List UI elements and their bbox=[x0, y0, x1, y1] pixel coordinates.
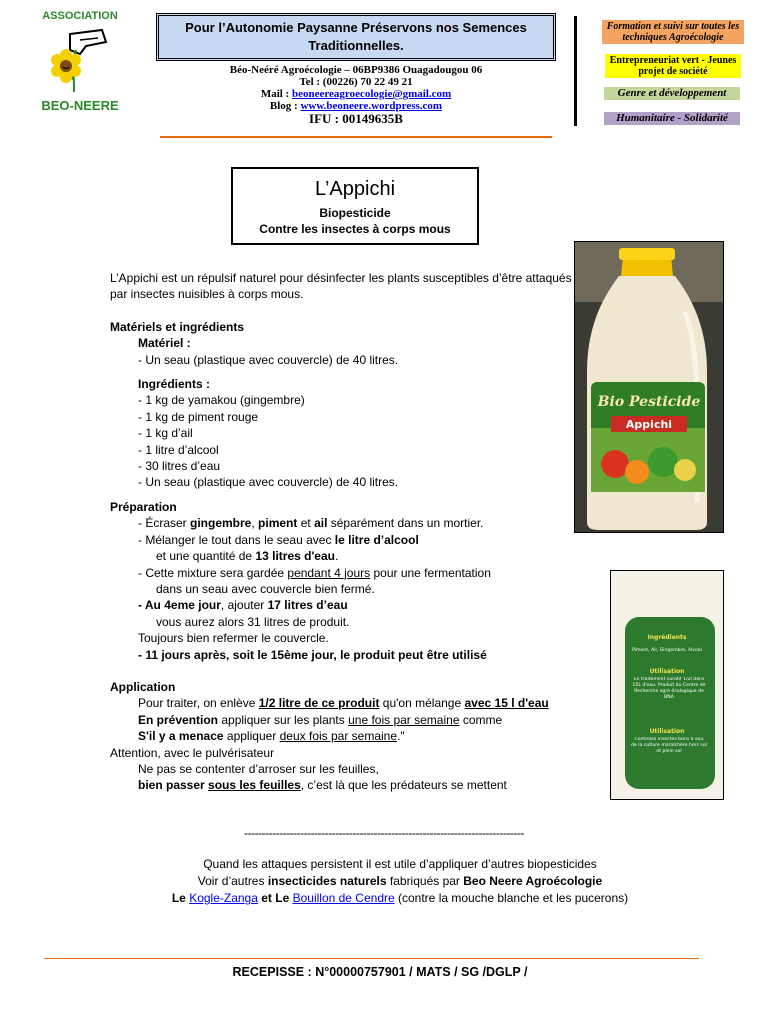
blog-link[interactable]: www.beoneere.wordpress.com bbox=[300, 100, 443, 112]
tag-humanitaire: Humanitaire - Solidarité bbox=[604, 112, 740, 125]
header-rule bbox=[160, 136, 552, 138]
address: Béo-Neéré Agroécologie – 06BP9386 Ouagadougou 06 bbox=[229, 64, 483, 76]
tag-formation: Formation et suivi sur toutes les techniques Agroécologie bbox=[602, 20, 744, 44]
label-brand: Bio Pesticide bbox=[597, 394, 701, 410]
materiel-heading: Matériel : bbox=[138, 336, 191, 351]
prep-step-3-cont: dans un seau avec couvercle bien fermé. bbox=[156, 581, 375, 596]
kogle-zanga-link[interactable]: Kogle-Zanga bbox=[189, 891, 258, 905]
bottle-illustration bbox=[575, 242, 723, 532]
prep-step-4-cont: vous aurez alors 31 litres de produit. bbox=[156, 614, 350, 629]
prep-step-2: - Mélanger le tout dans le seau avec le litre d’alcool bbox=[138, 532, 419, 547]
footer-rule bbox=[44, 958, 699, 959]
materiel-item: - Un seau (plastique avec couvercle) de 40 litres. bbox=[138, 352, 399, 367]
mail-line bbox=[156, 88, 556, 100]
back-label-illustration bbox=[611, 571, 723, 799]
tag-entrepreneuriat: Entrepreneuriat vert - Jeunes projet de société bbox=[605, 54, 741, 78]
mail-link[interactable]: beoneereagroecologie@gmail.com bbox=[291, 88, 452, 100]
ingredient-item: - 1 litre d’alcool bbox=[138, 442, 219, 457]
application-line-2: En prévention appliquer sur les plants une fois par semaine comme bbox=[138, 712, 503, 727]
vertical-divider bbox=[574, 16, 577, 126]
product-back-label-photo bbox=[610, 570, 724, 800]
back-label-text-1: Piment, Ail, Gingembre, Alcool bbox=[632, 648, 702, 653]
back-label-text-3: Contrôles insectes bons à eau de la culture maraîchère hors sol et plein sol bbox=[631, 737, 707, 754]
logo-top-text: ASSOCIATION bbox=[42, 10, 118, 22]
mail-label: Mail : bbox=[260, 88, 292, 100]
slogan-box: Pour l’Autonomie Paysanne Préservons nos Semences Traditionnelles. bbox=[156, 13, 556, 61]
footer-line-1: Quand les attaques persistent il est utile d’appliquer d’autres biopesticides bbox=[203, 857, 597, 871]
ingredient-item: - 1 kg d’ail bbox=[138, 426, 193, 441]
separator-dashes: -------------------------------------------------------------------------------- bbox=[244, 826, 524, 840]
prep-step-1: - Écraser gingembre, piment et ail séparément dans un mortier. bbox=[138, 516, 484, 531]
ifu-number: IFU : 00149635B bbox=[309, 111, 403, 126]
recepisse-number: RECEPISSE : N°00000757901 / MATS / SG /DGLP / bbox=[232, 965, 528, 979]
ingredient-item: - 30 litres d’eau bbox=[138, 459, 221, 474]
ingredient-item: - Un seau (plastique avec couvercle) de 40 litres. bbox=[138, 475, 399, 490]
blog-label: Blog : bbox=[269, 100, 301, 112]
back-label-heading-2: Utilisation bbox=[649, 668, 685, 675]
logo-bottom-text: BEO-NEERE bbox=[41, 98, 119, 113]
application-heading: Application bbox=[110, 679, 176, 694]
bouillon-de-cendre-link[interactable]: Bouillon de Cendre bbox=[292, 891, 395, 905]
title-box bbox=[231, 167, 479, 245]
application-line-1: Pour traiter, on enlève 1/2 litre de ce produit qu'on mélange avec 15 l d'eau bbox=[138, 696, 549, 711]
tag-genre: Genre et développement bbox=[604, 87, 740, 100]
prep-step-5: Toujours bien refermer le couvercle. bbox=[138, 631, 329, 646]
telephone: Tel : (00226) 70 22 49 21 bbox=[299, 76, 413, 88]
preparation-heading: Préparation bbox=[110, 499, 177, 514]
label-product-name: Appichi bbox=[625, 418, 673, 431]
footer-note bbox=[0, 856, 768, 907]
application-line-6: bien passer sous les feuilles, c’est là que les prédateurs se mettent bbox=[138, 778, 507, 793]
application-line-5: Ne pas se contenter d’arroser sur les feuilles, bbox=[138, 761, 379, 776]
subtitle: Biopesticide bbox=[319, 206, 391, 220]
back-label-text-2: En traitement curatif 1/2l dans 15L d'eau. Produit du Centre de Recherche agro écologique de BNA bbox=[632, 677, 706, 700]
intro-paragraph: L’Appichi est un répulsif naturel pour désinfecter les plants susceptibles d’être attaqués par insectes nuisibles à corps mous. bbox=[110, 271, 572, 302]
application-line-3: S'il y a menace appliquer deux fois par semaine." bbox=[138, 729, 405, 744]
back-label-heading-1: Ingrédients bbox=[647, 634, 687, 641]
contact-block bbox=[156, 64, 556, 126]
sunflower-hand-icon bbox=[40, 20, 120, 100]
ingredients-heading: Ingrédients : bbox=[138, 377, 211, 392]
ingredient-item: - 1 kg de piment rouge bbox=[138, 409, 259, 424]
application-line-4: Attention, avec le pulvérisateur bbox=[110, 745, 275, 760]
product-bottle-photo bbox=[574, 241, 724, 533]
back-label-heading-3: Utilisation bbox=[649, 728, 685, 735]
materials-heading: Matériels et ingrédients bbox=[110, 319, 245, 334]
prep-step-2-cont: et une quantité de 13 litres d'eau. bbox=[156, 549, 339, 564]
subtitle-target: Contre les insectes à corps mous bbox=[259, 222, 451, 236]
page-title: L’Appichi bbox=[314, 178, 396, 200]
prep-step-3: - Cette mixture sera gardée pendant 4 jours pour une fermentation bbox=[138, 565, 491, 580]
prep-step-6: - 11 jours après, soit le 15ème jour, le produit peut être utilisé bbox=[138, 647, 487, 662]
footer-line-3: Le Kogle-Zanga et Le Bouillon de Cendre (contre la mouche blanche et les pucerons) bbox=[171, 891, 629, 905]
ingredient-item: - 1 kg de yamakou (gingembre) bbox=[138, 393, 305, 408]
body-text bbox=[110, 270, 580, 794]
footer-line-2: Voir d’autres insecticides naturels fabriqués par Beo Neere Agroécologie bbox=[197, 874, 603, 888]
prep-step-4: - Au 4eme jour, ajouter 17 litres d’eau bbox=[138, 598, 348, 613]
association-logo bbox=[30, 10, 130, 120]
